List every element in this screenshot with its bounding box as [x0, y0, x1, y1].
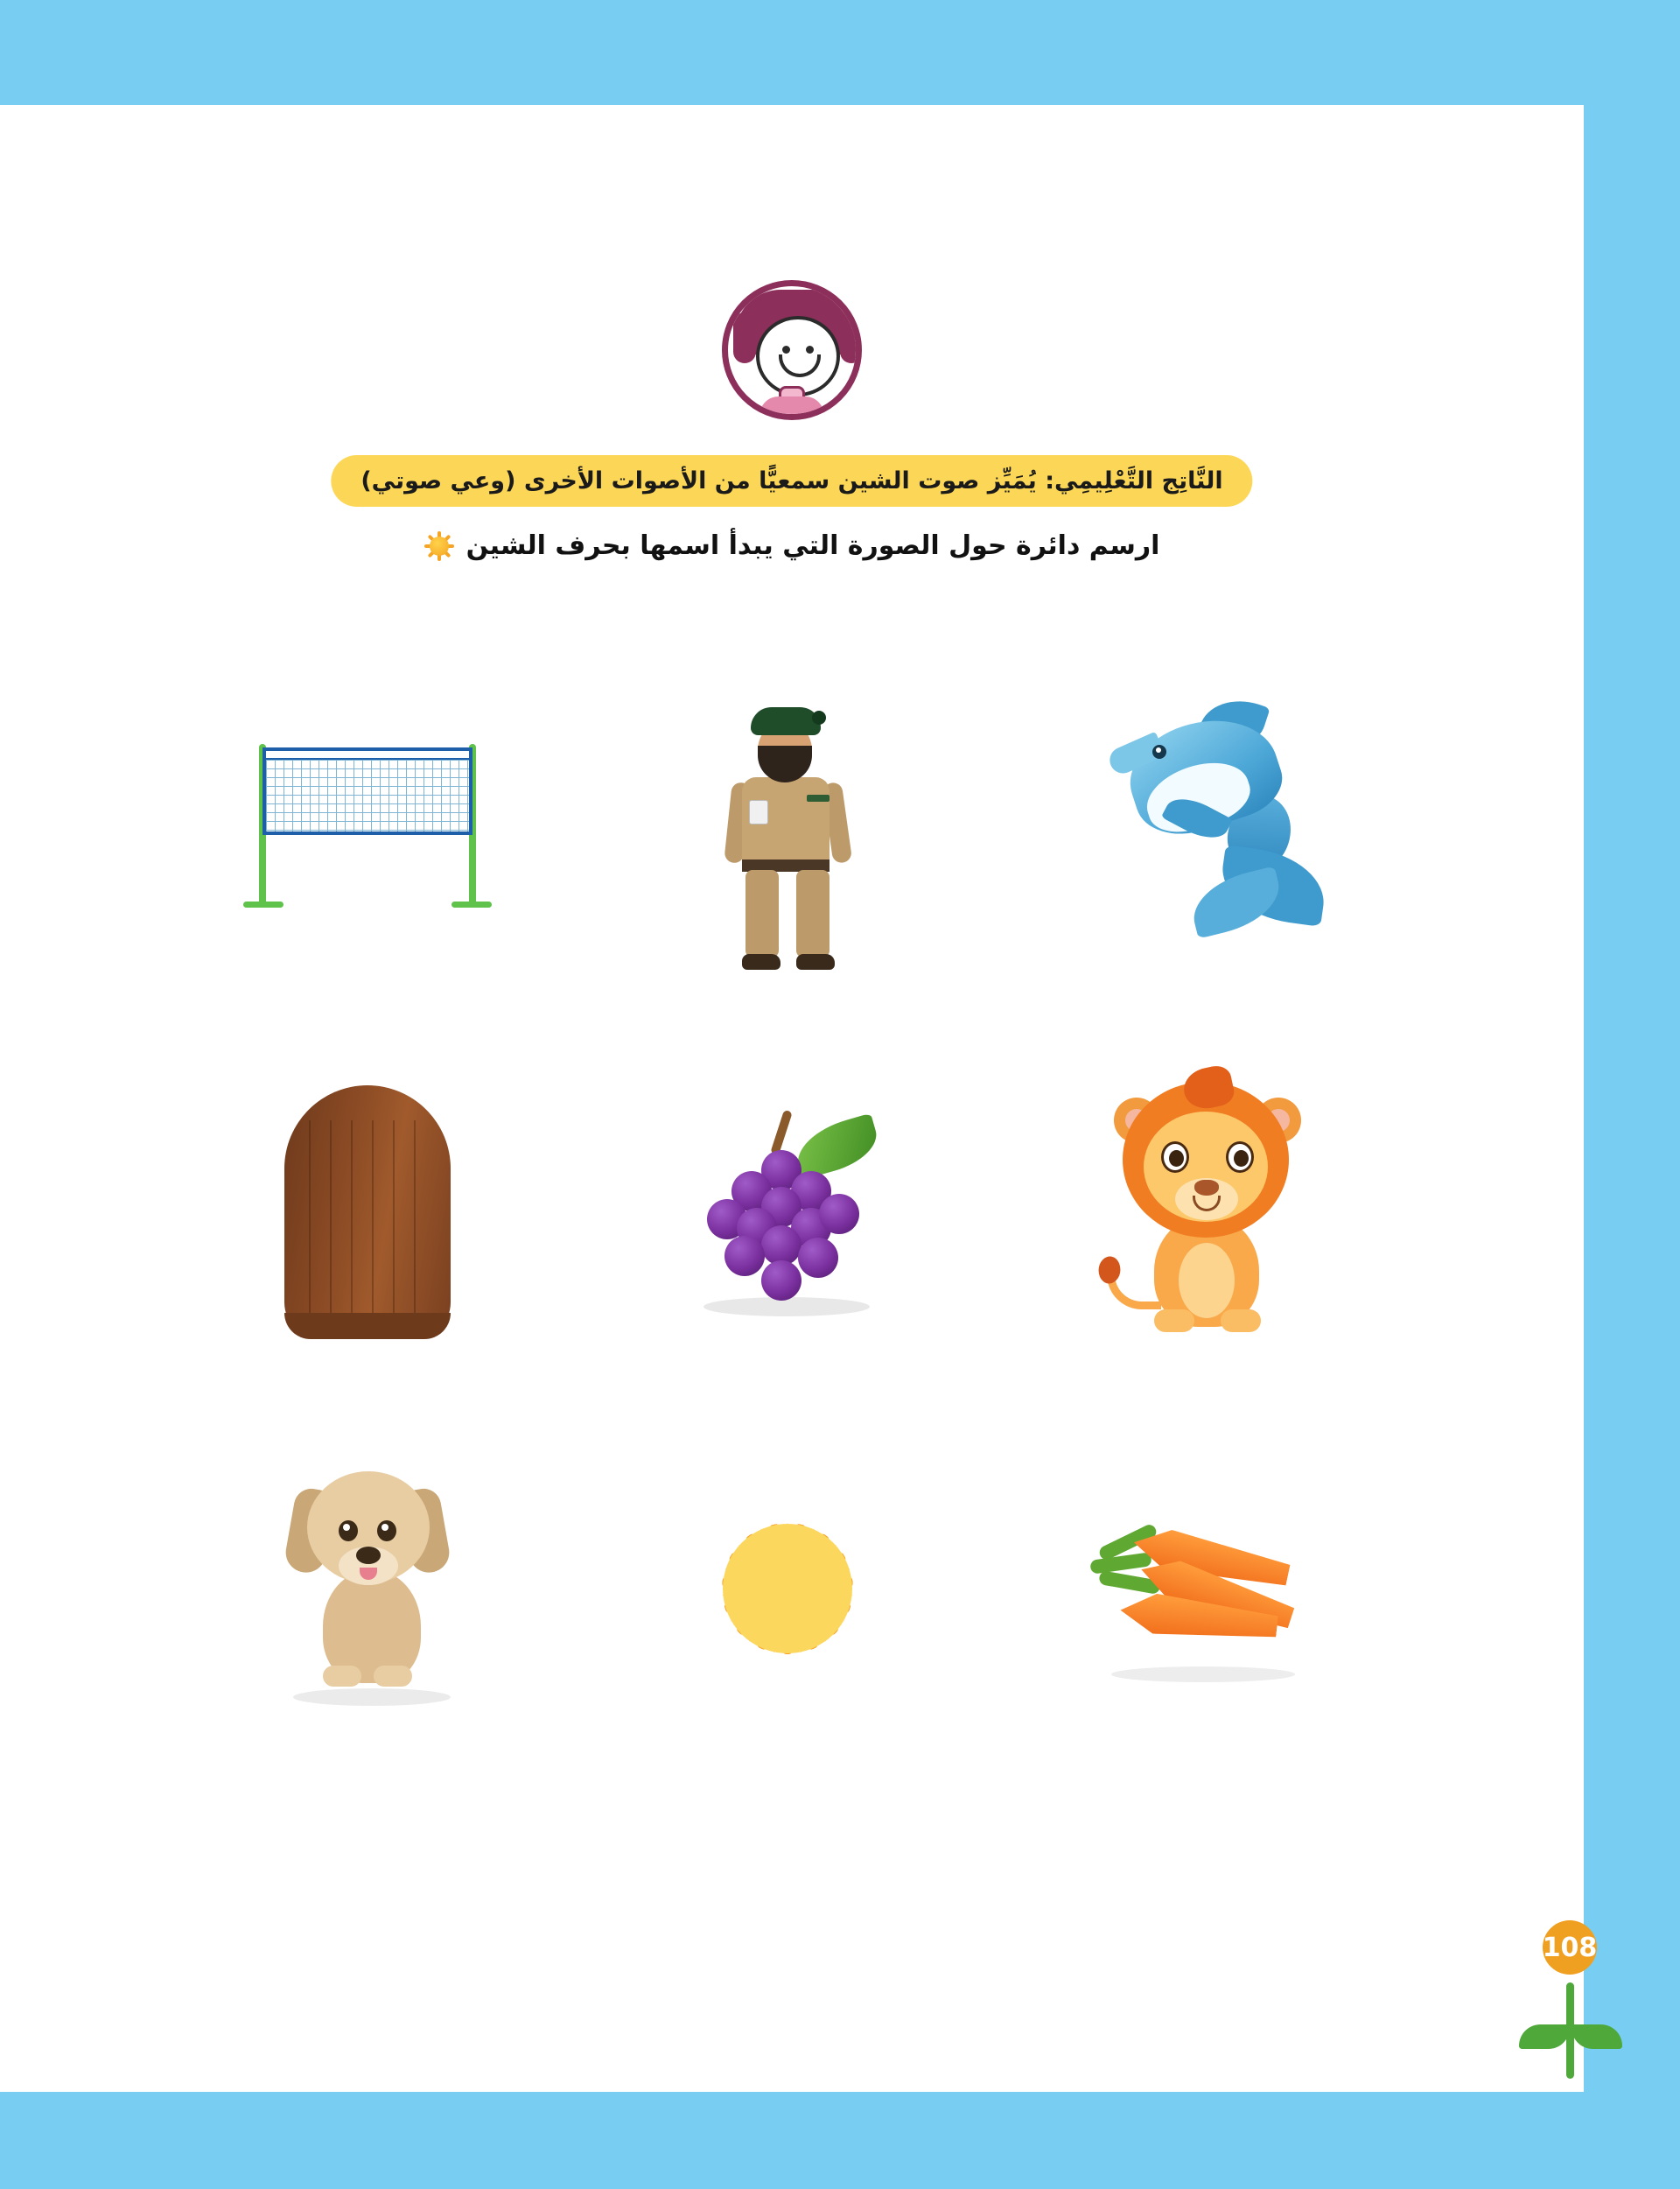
picture-cell-grapes[interactable]	[578, 1024, 998, 1400]
learning-objective-banner: النَّاتِج التَّعْلِيمِي: يُمَيِّز صوت الشين سمعيًّا من الأصوات الأخرى (وعي صوتي)	[331, 455, 1252, 507]
sunflower-icon	[1517, 1895, 1622, 2000]
lion-cub-icon[interactable]	[1089, 1077, 1326, 1348]
instruction-row	[0, 530, 1584, 561]
instruction-text: ارسم دائرة حول الصورة التي يبدأ اسمها بحرف الشين	[466, 530, 1160, 561]
content-sheet	[0, 105, 1584, 2092]
carrots-icon[interactable]	[1085, 1488, 1330, 1689]
grapes-icon[interactable]	[674, 1103, 901, 1322]
puppy-icon[interactable]	[258, 1466, 477, 1711]
picture-cell-puppy[interactable]	[158, 1400, 578, 1777]
girl-face-icon	[722, 280, 862, 420]
picture-grid	[158, 648, 1418, 1777]
picture-cell-hair[interactable]	[158, 1024, 578, 1400]
policeman-icon[interactable]	[709, 691, 866, 980]
hair-icon[interactable]	[284, 1085, 451, 1339]
page-number: 108	[1543, 1920, 1597, 1975]
picture-cell-sun[interactable]	[578, 1400, 998, 1777]
picture-cell-lion[interactable]	[998, 1024, 1418, 1400]
volleyball-net-icon[interactable]	[236, 735, 499, 937]
picture-cell-policeman[interactable]	[578, 648, 998, 1024]
picture-cell-net[interactable]	[158, 648, 578, 1024]
picture-cell-carrots[interactable]	[998, 1400, 1418, 1777]
picture-cell-dolphin[interactable]	[998, 648, 1418, 1024]
sun-icon	[424, 531, 454, 561]
sun-icon[interactable]	[656, 1457, 919, 1720]
dolphin-icon[interactable]	[1107, 705, 1308, 967]
page-number-decoration	[1491, 1895, 1648, 2105]
